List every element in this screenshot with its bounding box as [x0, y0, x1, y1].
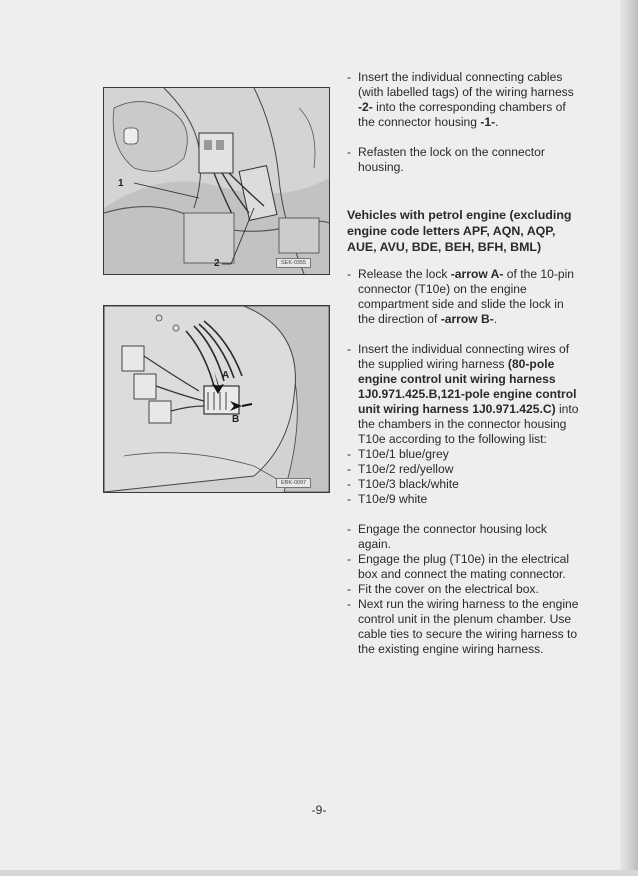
step-release-lock: - Release the lock -arrow A- of the 10-pin connector (T10e) on the engine compartment side and slide the lock in the direction of -arrow B-. — [347, 267, 575, 326]
figure-2-callout-arrow-a: A — [222, 370, 230, 381]
pin-list-item: - T10e/9 white — [347, 492, 428, 506]
figure-1-illustration — [104, 88, 329, 274]
pin-list-item: - T10e/3 black/white — [347, 477, 459, 491]
figure-1-code: SEK-0355 — [276, 258, 311, 268]
petrol-engine-heading: Vehicles with petrol engine (excluding engine code letters APF, AQN, AQP, AUE, AVU, BDE, BEH, BFH, BML) — [347, 208, 572, 254]
step-insert-wires: - Insert the individual connecting wires of the supplied wiring harness (80-pole engine control unit wiring harness 1J0.971.425.B,121-pole engine control unit wiring harness 1J0.971.425.C) into the chambers in the connector housing T10e according to the following list: — [347, 342, 579, 446]
step-engage-lock: - Engage the connector housing lock again. — [347, 522, 547, 551]
figure-1-callout-1: 1 — [118, 178, 124, 189]
step-engage-plug: - Engage the plug (T10e) in the electrical box and connect the mating connector. — [347, 552, 570, 581]
pin-list-item: - T10e/2 red/yellow — [347, 462, 454, 476]
step-run-harness: - Next run the wiring harness to the engine control unit in the plenum chamber. Use cable ties to secure the wiring harness to the existing engine wiring harness. — [347, 597, 579, 656]
page-number: -9- — [311, 803, 327, 817]
pin-list — [347, 447, 579, 507]
figure-2-illustration — [104, 306, 329, 492]
figure-2-code: EBK-0097 — [276, 478, 311, 488]
figure-connector-housing — [103, 87, 330, 275]
figure-10-pin-connector — [103, 305, 330, 493]
pin-list-item: - T10e/1 blue/grey — [347, 447, 449, 461]
step-fit-cover: - Fit the cover on the electrical box. — [347, 582, 539, 596]
step-insert-cables: - Insert the individual connecting cables (with labelled tags) of the wiring harness -2- into the corresponding chambers of the connector housing -1-. — [347, 70, 574, 129]
page-bottom-edge — [0, 870, 638, 876]
page-edge-shadow — [620, 0, 638, 876]
figure-1-callout-2: 2 — [214, 258, 220, 269]
step-refasten-lock: - Refasten the lock on the connector housing. — [347, 145, 545, 174]
instructions-column — [347, 70, 579, 657]
figure-2-callout-arrow-b: B — [232, 414, 240, 425]
